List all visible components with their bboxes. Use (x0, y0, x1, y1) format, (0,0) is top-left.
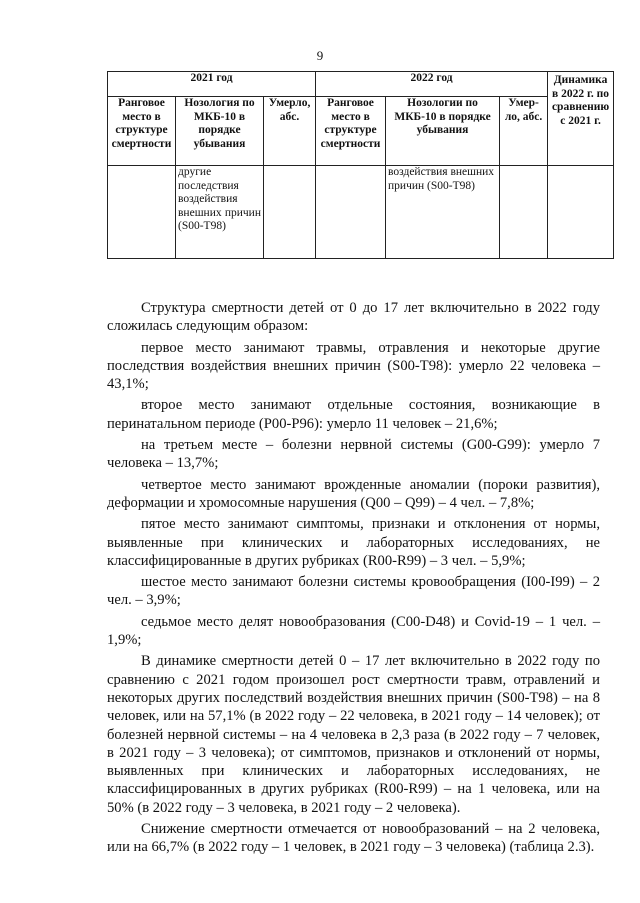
paragraph-dynamics-decline: Снижение смертности отмечается от новообразований – на 2 человека, или на 66,7% (в 2022 году – 1 человек, в 2021 году – 3 человека) (таблица 2.3). (107, 821, 600, 856)
cell-died-2022 (500, 166, 548, 259)
cell-rank-2021 (108, 166, 176, 259)
paragraph-intro: Структура смертности детей от 0 до 17 лет включительно в 2022 году сложилась следующим образом: (107, 300, 600, 335)
header-year-2021: 2021 год (108, 72, 316, 97)
mortality-table (107, 71, 614, 259)
header-rank-2022: Ранговое место в структуре смертности (316, 97, 386, 166)
paragraph-fifth-place: пятое место занимают симптомы, признаки и отклонения от нормы, выявленные при клинических и лабораторных исследованиях, не классифицированные в других рубриках (R00-R99) – 3 чел. – 5,9%; (107, 516, 600, 569)
header-rank-2021: Ранговое место в структуре смертности (108, 97, 176, 166)
header-died-2022: Умер-ло, абс. (500, 97, 548, 166)
cell-rank-2022 (316, 166, 386, 259)
body-text (107, 299, 600, 857)
paragraph-sixth-place: шестое место занимают болезни системы кровообращения (I00-I99) – 2 чел. – 3,9%; (107, 574, 600, 609)
table-row (108, 166, 614, 259)
paragraph-first-place: первое место занимают травмы, отравления и некоторые другие последствия воздействия внешних причин (S00-T98): умерло 22 человека – 43,1%; (107, 339, 600, 393)
page-number: 9 (316, 48, 324, 63)
cell-nosology-2022: воздействия внешних причин (S00-T98) (386, 166, 500, 259)
table-header-columns (108, 97, 614, 166)
paragraph-fourth-place: четвертое место занимают врожденные аномалии (пороки развития), деформации и хромосомные нарушения (Q00 – Q99) – 4 чел. – 7,8%; (107, 476, 600, 511)
paragraph-seventh-place: седьмое место делят новообразования (C00-D48) и Covid-19 – 1 чел. – 1,9%; (107, 613, 600, 649)
paragraph-second-place: второе место занимают отдельные состояния, возникающие в перинатальном периоде (P00-P96): умерло 11 человек – 21,6%; (107, 397, 600, 432)
paragraph-dynamics-growth: В динамике смертности детей 0 – 17 лет включительно в 2022 году по сравнению с 2021 годом произошел рост смертности травм, отравлений и некоторых других последствий воздействия внешних причин (S00-T98) – на 8 человек, или на 57,1% (в 2022 году – 22 человека, в 2021 году – 14 человек); от болезней нервной системы – на 4 человека в 2,3 раза (в 2022 году – 7 человек, в 2021 году – 3 человека); от симптомов, признаков и отклонений от нормы, выявленных при клинических и лабораторных исследованиях, не классифицированных в других рубриках (R00-R99) – на 1 человека, или на 50% (в 2022 году – 3 человека, в 2021 году – 2 человека). (107, 653, 600, 816)
cell-died-2021 (264, 166, 316, 259)
paragraph-third-place: на третьем месте – болезни нервной системы (G00-G99): умерло 7 человека – 13,7%; (107, 437, 600, 472)
cell-nosology-2021: другие последствия воздействия внешних причин (S00-T98) (176, 166, 264, 259)
header-nosology-2022: Нозологии по МКБ-10 в порядке убывания (386, 97, 500, 166)
table-header-years (108, 72, 614, 97)
header-year-2022: 2022 год (316, 72, 548, 97)
header-died-2021: Умерло, абс. (264, 97, 316, 166)
cell-dynamics (548, 166, 614, 259)
header-dynamics: Динамика в 2022 г. по сравнению с 2021 г. (548, 72, 614, 166)
header-nosology-2021: Нозология по МКБ-10 в порядке убывания (176, 97, 264, 166)
